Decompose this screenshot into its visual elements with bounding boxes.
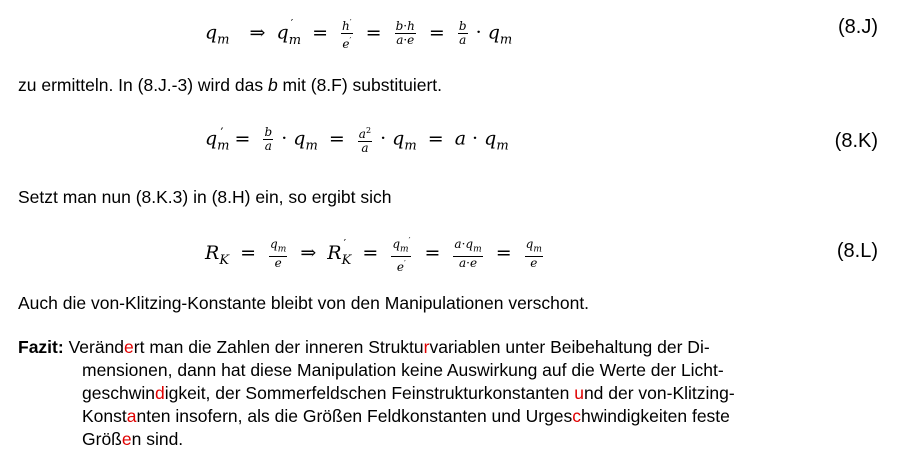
- fazit-line: [18, 428, 898, 451]
- equation-number: (8.K): [834, 130, 878, 152]
- fazit-line: [18, 336, 898, 359]
- equation-8j: [0, 10, 908, 54]
- equation-8k: [0, 118, 908, 162]
- highlight-letter: c: [572, 406, 582, 426]
- highlight-letter: a: [126, 406, 137, 426]
- text-run: Veränd: [63, 337, 125, 357]
- text-run: nd der von-Klitzing-: [583, 383, 735, 403]
- paragraph-text: Setzt man nun (8.K.3) in (8.H) ein, so ergibt sich: [18, 187, 392, 207]
- text-run-italic: b: [267, 75, 278, 95]
- text-run: hwindigkeiten feste: [581, 406, 730, 426]
- fazit-line: [18, 382, 898, 405]
- paragraph-text: Auch die von-Klitzing-Konstante bleibt von den Manipulationen verschont.: [18, 293, 590, 313]
- text-run: zu ermitteln. In (8.J.-3) wird das: [18, 75, 268, 95]
- text-run: Größ: [82, 429, 122, 449]
- equation-number: (8.L): [836, 240, 878, 262]
- fazit-block: [18, 336, 898, 451]
- text-run: geschwin: [82, 383, 155, 403]
- equation-8l: [0, 226, 908, 276]
- fazit-line: mensionen, dann hat diese Manipulation keine Auswirkung auf die Werte der Licht-: [82, 360, 724, 380]
- highlight-letter: e: [124, 337, 134, 357]
- text-run: rt man die Zahlen der inneren Struktu: [133, 337, 424, 357]
- highlight-letter: u: [574, 383, 584, 403]
- paragraph-text: [18, 74, 442, 96]
- fazit-label: Fazit:: [18, 337, 64, 357]
- text-run: Konst: [82, 406, 127, 426]
- text-run: igkeit, der Sommerfeldschen Feinstrukturkonstanten: [164, 383, 575, 403]
- equation-8k-formula: $q_m'$ = $\frac{b}{a}$ · $q_m$ = $\frac{a^2}{a}$ · $q_m = a \cdot q_m$: [205, 125, 509, 155]
- text-run: nten insofern, als die Größen Feldkonstanten und Urges: [136, 406, 573, 426]
- highlight-letter: d: [154, 383, 165, 403]
- text-run: n sind.: [131, 429, 184, 449]
- highlight-letter: e: [121, 429, 132, 449]
- fazit-line: [18, 405, 898, 428]
- text-run: variablen unter Beibehaltung der Di-: [429, 337, 710, 357]
- equation-8j-formula: $q_m$ ⇒ q $_{' m}$ = $\frac{h'}{e'}$ = $\frac{b\cdot h}{a\cdot e}$ = $\frac{b}{a}$ · $q_m$: [205, 16, 513, 51]
- highlight-letter: r: [423, 337, 430, 357]
- equation-number: (8.J): [838, 16, 878, 38]
- equation-8l-formula: $R_K$ = $\frac{q_m}{e}$ ⇒ R $_{' K}$ = $\frac{q_m'}{e'}$ = $\frac{a\cdot q_m}{a\cdot e}$ = $\frac{q_m}{e}$: [205, 236, 542, 275]
- text-run: mit (8.F) substituiert.: [277, 75, 443, 95]
